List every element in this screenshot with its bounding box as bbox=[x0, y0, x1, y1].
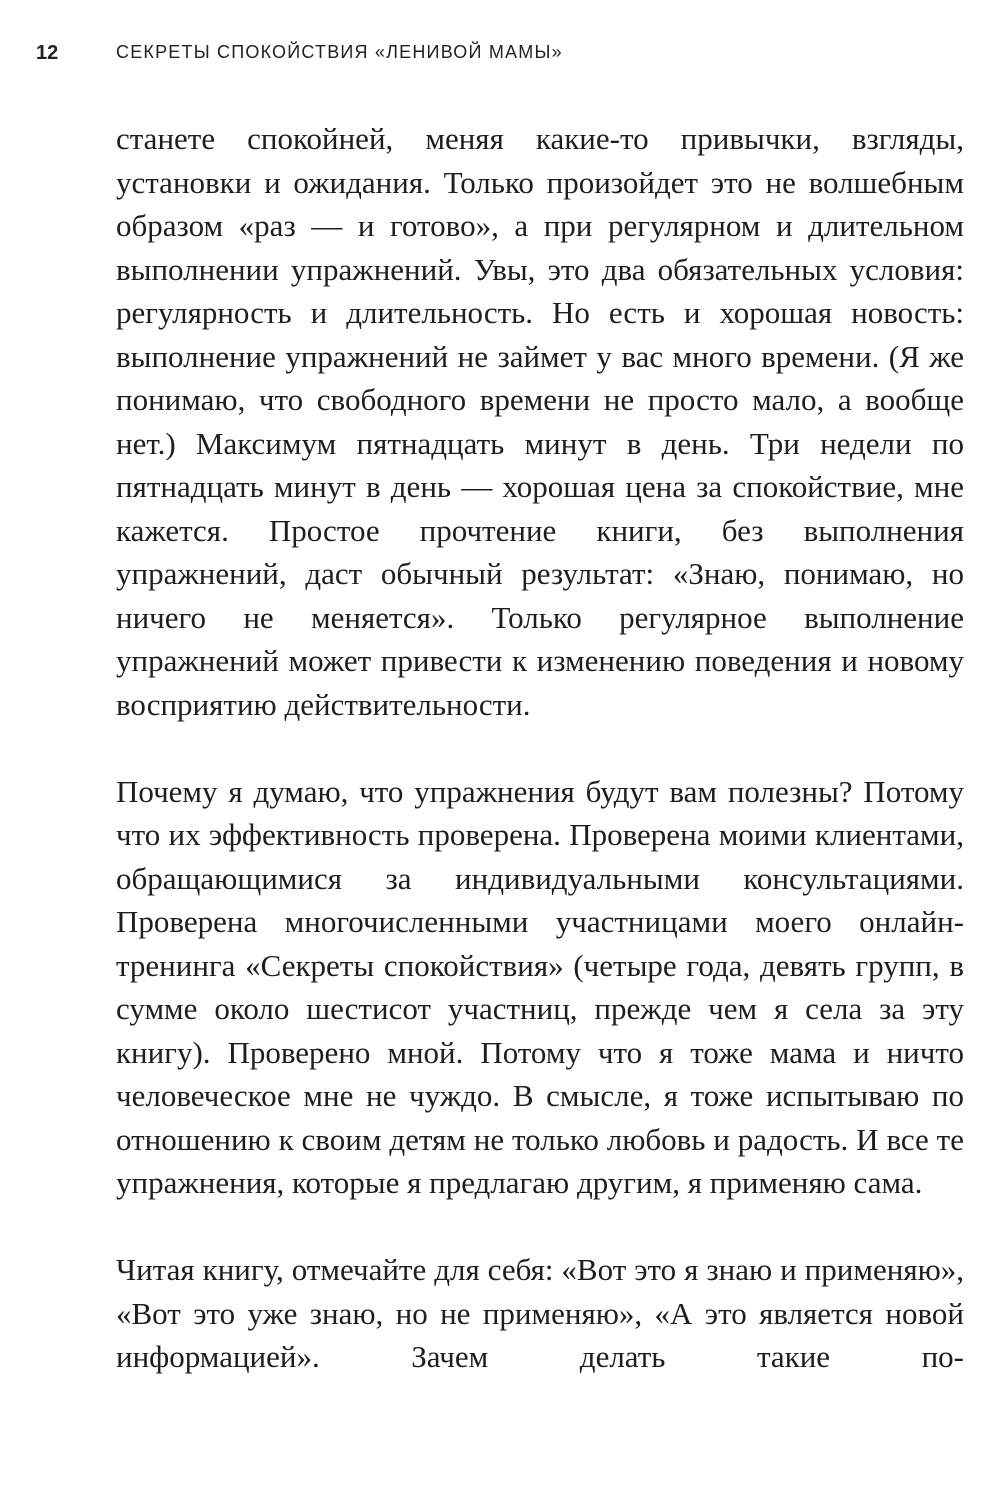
paragraph: станете спокойней, меняя какие-то привычки, взгляды, установки и ожидания. Только произойдет это не волшебным образом «раз — и готово», а при регулярном и длительном выполнении упражнений. Увы, это два обязательных условия: регулярность и длительность. Но есть и хорошая новость: выполнение упражнений не займет у вас много времени. (Я же понимаю, что свободного времени не просто мало, а вообще нет.) Максимум пятнадцать минут в день. Три недели по пятнадцать минут в день — хорошая цена за спокойствие, мне кажется. Простое прочтение книги, без выполнения упражнений, даст обычный результат: «Знаю, понимаю, но ничего не меняется». Только регулярное выполнение упражнений может привести к изменению поведения и новому восприятию действительности. bbox=[116, 121, 964, 722]
page-body bbox=[116, 117, 964, 1422]
page-number: 12 bbox=[36, 42, 59, 64]
paragraph: Читая книгу, отмечайте для себя: «Вот это я знаю и применяю», «Вот это уже знаю, но не применяю», «А это является новой информацией». Зачем делать такие по- bbox=[116, 1252, 964, 1374]
running-header bbox=[36, 38, 964, 72]
running-title: СЕКРЕТЫ СПОКОЙСТВИЯ «ЛЕНИВОЙ МАМЫ» bbox=[116, 42, 563, 62]
paragraph: Почему я думаю, что упражнения будут вам полезны? Потому что их эффективность проверена. Проверена моими клиентами, обращающимися за индивидуальными консультациями. Проверена многочисленными участницами моего онлайн-тренинга «Секреты спокойствия» (четыре года, девять групп, в сумме около шестисот участниц, прежде чем я села за эту книгу). Проверено мной. Потому что я тоже мама и ничто человеческое мне не чуждо. В смысле, я тоже испытываю по отношению к своим детям не только любовь и радость. И все те упражнения, которые я предлагаю другим, я применяю сама. bbox=[116, 773, 964, 1200]
